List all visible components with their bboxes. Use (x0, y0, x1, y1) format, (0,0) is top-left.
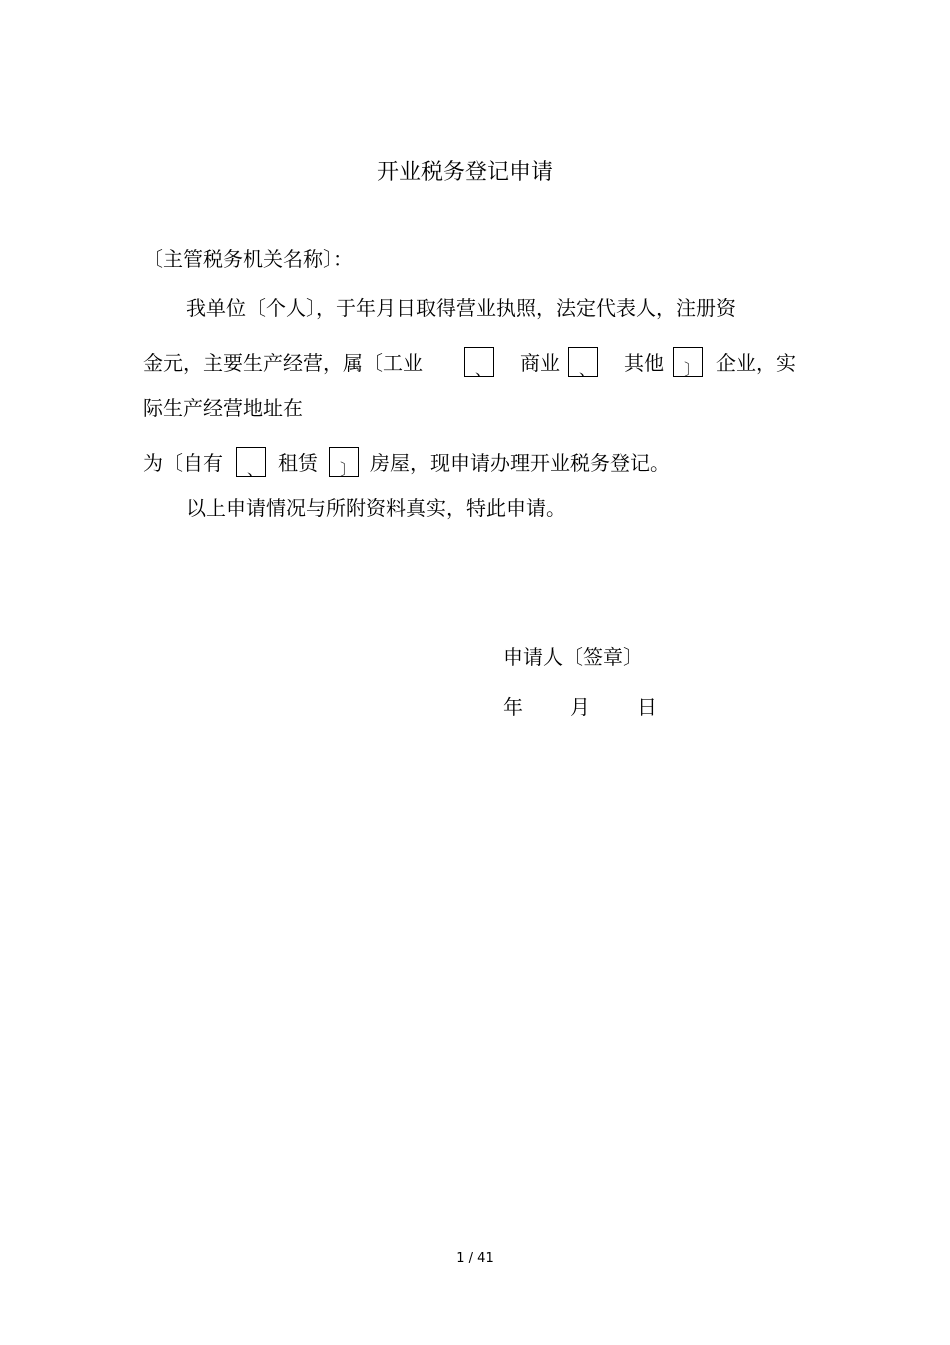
line4-text-a: 为〔自有 (143, 451, 223, 475)
checkbox-leased[interactable] (329, 447, 359, 477)
salutation: 〔主管税务机关名称〕： (143, 247, 353, 271)
box-mark: 〕 (339, 460, 356, 479)
date-year: 年 (503, 695, 523, 719)
checkbox-commerce[interactable] (568, 347, 598, 377)
box-mark: 、 (578, 360, 595, 379)
date-day: 日 (637, 695, 657, 719)
signer-label: 申请人〔签章〕 (503, 645, 643, 669)
checkbox-owned[interactable] (236, 447, 266, 477)
date-month: 月 (570, 695, 590, 719)
line4-text-b: 租赁 (278, 451, 318, 475)
page-indicator: 1 / 41 (456, 1251, 494, 1266)
line2-text-a: 金元，主要生产经营，属〔工业 (143, 351, 423, 375)
line2-text-d: 企业，实 (716, 351, 796, 375)
box-mark: 、 (474, 360, 491, 379)
checkbox-other[interactable] (673, 347, 703, 377)
document-title: 开业税务登记申请 (376, 160, 553, 185)
line3: 际生产经营地址在 (143, 396, 303, 420)
line2-text-c: 其他 (624, 351, 664, 375)
line2-text-b: 商业 (520, 351, 560, 375)
checkbox-industry[interactable] (464, 347, 494, 377)
box-mark: 、 (246, 460, 263, 479)
paragraph-2: 以上申请情况与所附资料真实，特此申请。 (186, 496, 566, 520)
paragraph-1: 我单位〔个人〕，于年月日取得营业执照，法定代表人，注册资 (186, 296, 736, 320)
box-mark: 〕 (683, 360, 700, 379)
line4-text-c: 房屋，现申请办理开业税务登记。 (370, 451, 670, 475)
